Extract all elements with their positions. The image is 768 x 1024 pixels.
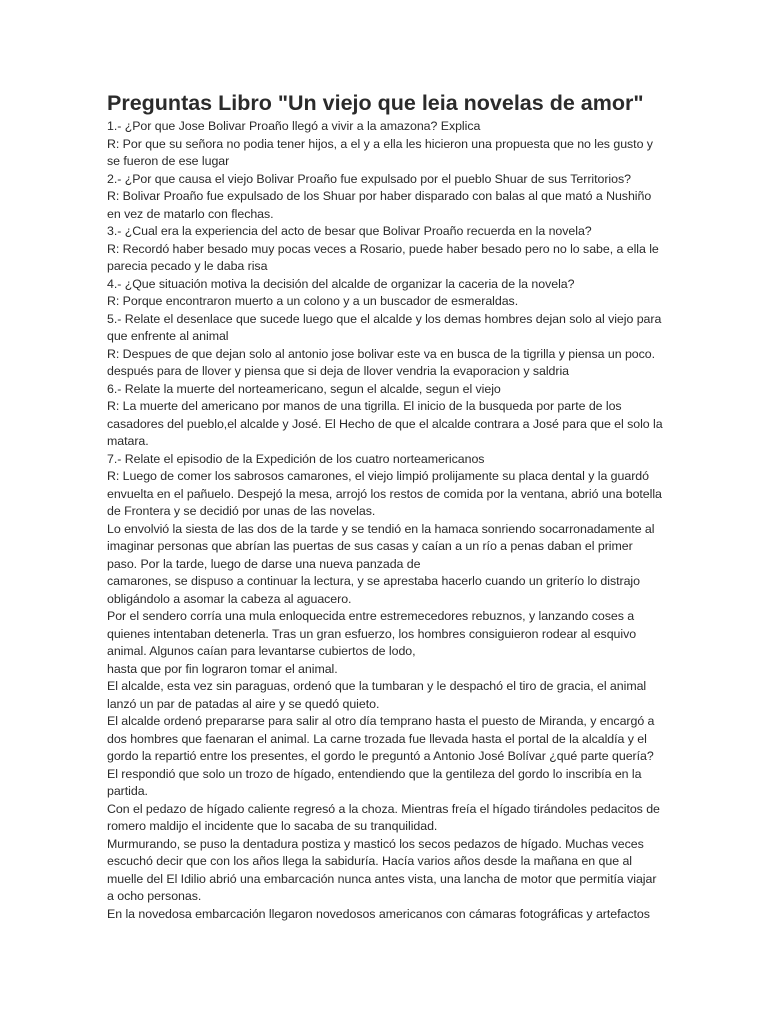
paragraph: 5.- Relate el desenlace que sucede luego que el alcalde y los demas hombres dejan solo al viejo para que enfrente al animal [107, 311, 662, 343]
paragraph: En la novedosa embarcación llegaron novedosos americanos con cámaras fotográficas y artefactos [107, 906, 650, 921]
paragraph: 4.- ¿Que situación motiva la decisión del alcalde de organizar la caceria de la novela? [107, 276, 575, 291]
document-title: Preguntas Libro "Un viejo que leia novelas de amor" [107, 91, 644, 115]
paragraph: Murmurando, se puso la dentadura postiza y masticó los secos pedazos de hígado. Muchas veces escuchó decir que con los años llega la sabiduría. Hacía varios años desde la mañana en que al muelle del El Idilio abrió una embarcación nunca antes vista, una lancha de motor que permitía viajar a ocho personas. [107, 836, 657, 903]
paragraph: 7.- Relate el episodio de la Expedición de los cuatro norteamericanos [107, 451, 485, 466]
document-page [107, 90, 663, 923]
paragraph: Lo envolvió la siesta de las dos de la tarde y se tendió en la hamaca sonriendo socarronadamente al imaginar personas que abrían las puertas de sus casas y caían a un río a penas daban el primer paso. Por la tarde, luego de darse una nueva panzada de [107, 521, 655, 571]
paragraph: 1.- ¿Por que Jose Bolivar Proaño llegó a vivir a la amazona? Explica [107, 119, 481, 133]
paragraph: 2.- ¿Por que causa el viejo Bolivar Proaño fue expulsado por el pueblo Shuar de sus Territorios? [107, 171, 631, 186]
paragraph: R: Bolivar Proaño fue expulsado de los Shuar por haber disparado con balas al que mató a Nushiño en vez de matarlo con flechas. [107, 189, 652, 221]
paragraph: R: Luego de comer los sabrosos camarones, el viejo limpió prolijamente su placa dental y la guardó envuelta en el pañuelo. Despejó la mesa, arrojó los restos de comida por la ventana, abrió una botella de Frontera y se decidió por unas de las novelas. [107, 469, 662, 518]
paragraph: El alcalde ordenó prepararse para salir al otro día temprano hasta el puesto de Miranda, y encargó a dos hombres que faenaran el animal. La carne trozada fue llevada hasta el portal de la alcaldía y el gordo la repartió entre los presentes, el gordo le preguntó a Antonio José Bolívar ¿qué parte quería? El respondió que solo un trozo de hígado, entendiendo que la gentileza del gordo lo inscribía en la partida. [107, 714, 655, 798]
paragraph: hasta que por fin lograron tomar el animal. [107, 661, 338, 676]
paragraph: R: La muerte del americano por manos de una tigrilla. El inicio de la busqueda por parte de los casadores del pueblo,el alcalde y José. El Hecho de que el alcalde contrara a José para que el solo la matara. [107, 399, 663, 448]
paragraph: 6.- Relate la muerte del norteamericano, segun el alcalde, segun el viejo [107, 381, 501, 396]
paragraph: R: Porque encontraron muerto a un colono y a un buscador de esmeraldas. [107, 294, 519, 308]
paragraph: 3.- ¿Cual era la experiencia del acto de besar que Bolivar Proaño recuerda en la novela? [107, 224, 592, 238]
paragraph: camarones, se dispuso a continuar la lectura, y se aprestaba hacerlo cuando un griterío lo distrajo obligándolo a asomar la cabeza al aguacero. [107, 574, 640, 606]
paragraph: R: Despues de que dejan solo al antonio jose bolivar este va en busca de la tigrilla y piensa un poco. después para de llover y piensa que si deja de llover vendria la evaporacion y saldria [107, 346, 656, 378]
paragraph: Por el sendero corría una mula enloquecida entre estremecedores rebuznos, y lanzando coses a quienes intentaban detenerla. Tras un gran esfuerzo, los hombres consiguieron rodear al esquivo animal. Algunos caían para levantarse cubiertos de lodo, [107, 609, 637, 658]
paragraph: Con el pedazo de hígado caliente regresó a la choza. Mientras freía el hígado tirándoles pedacitos de romero maldijo el incidente que lo sacaba de su tranquilidad. [107, 801, 660, 833]
paragraph: R: Recordó haber besado muy pocas veces a Rosario, puede haber besado pero no lo sabe, a ella le parecia pecado y le daba risa [107, 241, 659, 273]
paragraph: El alcalde, esta vez sin paraguas, ordenó que la tumbaran y le despachó el tiro de gracia, el animal lanzó un par de patadas al aire y se quedó quieto. [107, 679, 647, 711]
paragraph: R: Por que su señora no podia tener hijos, a el y a ella les hicieron una propuesta que no les gusto y se fueron de ese lugar [107, 136, 653, 168]
